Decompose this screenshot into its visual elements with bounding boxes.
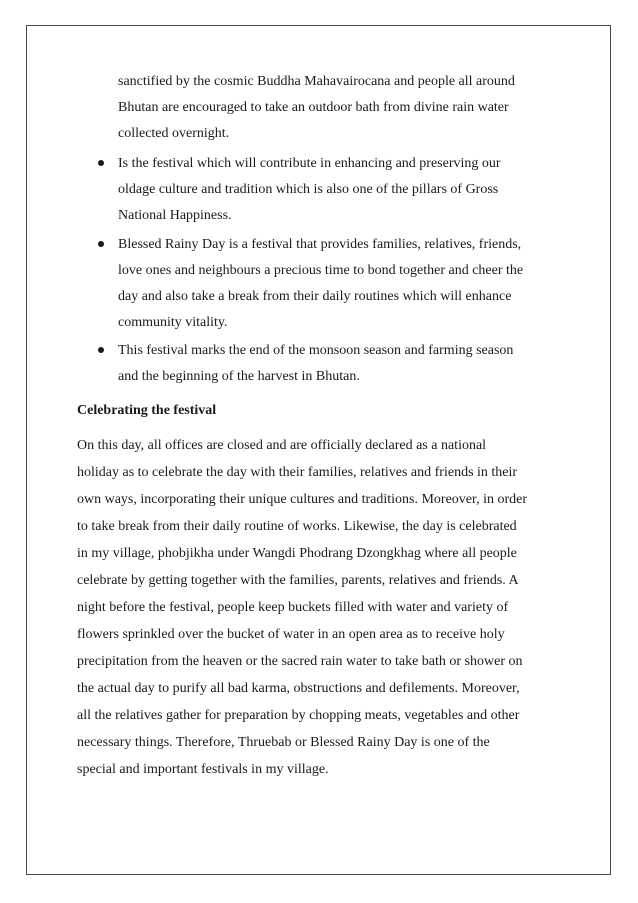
bullet-marker (98, 236, 106, 244)
section-heading: Celebrating the festival (77, 403, 217, 418)
continuation-line: sanctified by the cosmic Buddha Mahavairocana and people all around (118, 74, 515, 89)
continuation-line: collected overnight. (118, 126, 230, 141)
bullet-line: National Happiness. (118, 208, 232, 223)
paragraph-line: necessary things. Therefore, Thruebab or Blessed Rainy Day is one of the (77, 735, 490, 750)
bullet-line: Is the festival which will contribute in enhancing and preserving our (118, 156, 501, 171)
bullet-line: community vitality. (118, 315, 228, 330)
bullet-marker (98, 342, 106, 350)
paragraph-line: in my village, phobjikha under Wangdi Phodrang Dzongkhag where all people (77, 546, 517, 561)
paragraph-line: celebrate by getting together with the families, parents, relatives and friends. A (77, 573, 519, 588)
paragraph-line: precipitation from the heaven or the sacred rain water to take bath or shower on (77, 654, 523, 669)
continuation-line: Bhutan are encouraged to take an outdoor bath from divine rain water (118, 100, 509, 115)
paragraph-line: holiday as to celebrate the day with their families, relatives and friends in their (77, 465, 518, 480)
paragraph-line: flowers sprinkled over the bucket of water in an open area as to receive holy (77, 627, 505, 642)
paragraph-line: own ways, incorporating their unique cultures and traditions. Moreover, in order (77, 492, 528, 507)
paragraph-line: special and important festivals in my village. (77, 762, 329, 777)
bullet-line: and the beginning of the harvest in Bhutan. (118, 369, 360, 384)
bullet-line: oldage culture and tradition which is also one of the pillars of Gross (118, 182, 499, 197)
paragraph-line: the actual day to purify all bad karma, obstructions and defilements. Moreover, (77, 681, 520, 696)
bullet-line: day and also take a break from their daily routines which will enhance (118, 289, 512, 304)
bullet-marker (98, 155, 106, 163)
bullet-line: love ones and neighbours a precious time to bond together and cheer the (118, 263, 524, 278)
paragraph-line: all the relatives gather for preparation by chopping meats, vegetables and other (77, 708, 520, 723)
bullet-line: Blessed Rainy Day is a festival that provides families, relatives, friends, (118, 237, 522, 252)
paragraph-line: night before the festival, people keep buckets filled with water and variety of (77, 600, 509, 615)
bullet-line: This festival marks the end of the monsoon season and farming season (118, 343, 514, 358)
paragraph-line: to take break from their daily routine of works. Likewise, the day is celebrated (77, 519, 517, 534)
paragraph-line: On this day, all offices are closed and are officially declared as a national (77, 438, 487, 453)
